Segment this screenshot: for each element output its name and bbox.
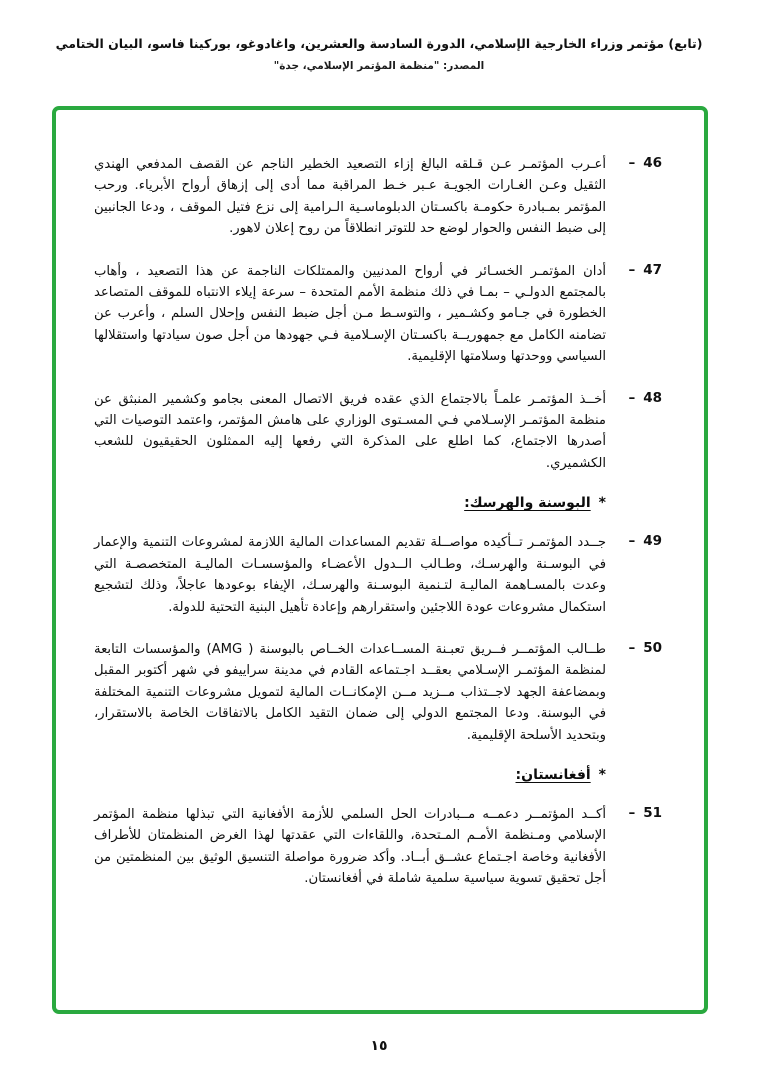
paragraph-number (606, 154, 662, 240)
numbered-paragraph-49 (94, 532, 662, 618)
paragraph-number-value: 48 (643, 389, 662, 406)
section-heading-bosnia (94, 495, 606, 511)
paragraph-text: أكــد المؤتمــر دعمــه مــبادرات الحل السلمي للأزمة الأفغانية التي تبذلها منظمة المؤتمر الإسلامي ومـنظمة الأمـم المـتحدة، واللقاءات التي عقدتها لهذا الغرض المنظمتان للأطراف الأفغانية وخاصة اجـتماع عشــق أبــاد. وأكد ضرورة مواصلة التنسيق الوثيق بين المنظمتين من أجل تحقيق تسوية سياسية سلمية شاملة في أفغانستان. (94, 806, 606, 887)
paragraph-dash: – (628, 804, 636, 821)
header-source: المصدر: "منظمة المؤتمر الإسلامي، جدة" (273, 60, 485, 72)
header-title: (تابع) مؤتمر وزراء الخارجية الإسلامي، الدورة السادسة والعشرين، واغادوغو، بوركينا فاسو، البيان الختامي (55, 36, 703, 51)
paragraph-dash: – (628, 155, 636, 171)
content-border-box (52, 106, 708, 1014)
paragraph-number (606, 389, 662, 475)
paragraph-number-value: 47 (643, 261, 662, 278)
paragraph-number-value: 46 (643, 155, 662, 171)
numbered-paragraph-51 (94, 804, 662, 890)
heading-text: البوسنة والهرسك: (464, 495, 591, 512)
numbered-paragraph-48 (94, 389, 662, 475)
paragraph-number-value: 51 (643, 804, 662, 821)
paragraph-text: أخــذ المؤتمـر علمـاً بالاجتماع الذي عقده فريق الاتصال المعنى بجامو وكشمير المنبثق عن منظمة المؤتمـر الإسـلامي فـي المسـتوى الوزاري على هامش المؤتمر، واعتمد التوصيات التي أصدرها الاجتماع، كما اطلع على المذكرة التي رفعها إليه الممثلون الحقيقيون للشعب الكشميري. (94, 391, 606, 471)
numbered-paragraph-47 (94, 261, 662, 368)
paragraph-number (606, 261, 662, 368)
paragraph-number (606, 639, 662, 746)
document-header (30, 36, 728, 72)
section-heading-afghanistan (94, 767, 606, 783)
paragraph-text: جــدد المؤتمـر تــأكيده مواصــلة تقديم المساعدات المالية اللازمة لمشروعات التنمية والإعمار في البوسـنة والهرسـك، وطـالب الــدول الأعضـاء والمؤسسـات الماليـة المتخصصـة التي وعدت بالمسـاهمة الماليـة لتـنمية البوسـنة والهرسـك، الإيفاء بوعودها عاجلاً، وذلك لتشجيع استكمال مشروعات عودة اللاجئين واستقرارهم وإعادة تأهيل البنية التحتية للدولة. (94, 535, 606, 615)
paragraph-number (606, 532, 662, 618)
paragraph-text: طــالب المؤتمــر فــريق تعبـنة المســاعدات الخــاص بالبوسنة ( AMG) والمؤسسات التابعة لمنظمة المؤتمـر الإسـلامي بعقــد اجـتماعه القادم في مدينة سراييفو في شهر أكتوبر المقبل وبمضاعفة الجهد لاجــتذاب مــزيد مــن الإمكانــات المالية لتمويل مشروعات التنمية المختلفة في البوسنة. ودعا المجتمع الدولي إلى ضمان التقيد الكامل بالاتفاقات الخاصة بالاستقرار، وبتحديد الأسلحة الإقليمية. (94, 641, 607, 743)
paragraph-dash: – (628, 261, 636, 278)
paragraph-dash: – (628, 389, 636, 406)
paragraph-number (606, 804, 662, 890)
paragraph-dash: – (628, 639, 636, 656)
paragraph-dash: – (628, 533, 636, 550)
paragraph-text: أعـرب المؤتمـر عـن قـلقه البالغ إزاء التصعيد الخطير الناجم عن القصف المدفعي الهندي الثقيل وعـن الغـارات الجويـة عـبر خـط المراقبة مما أدى إلى إزهاق أرواح الأبرياء. ورحب المؤتمر بمـبادرة حكومـة باكسـتان الدبلوماسـية الـرامية إلى نزع فتيل الموقف ، ودعا الجانبين إلى ضبط النفس والحوار لوضع حد للتوتر انطلاقاً من روح إعلان لاهور. (94, 157, 606, 237)
numbered-paragraph-46 (94, 154, 662, 240)
heading-star: * (598, 766, 606, 783)
paragraph-text: أدان المؤتمـر الخسـائر في أرواح المدنيين والممتلكات الناجمة عن هذا التصعيد ، وأهاب بالمجتمع الدولـي – بمـا في ذلك منظمة الأمم المتحدة – سرعة إيلاء الانتباه للموقف المتصاعد الخطورة في جـامو وكشـمير ، والتوسـط مـن أجل ضبط النفس وإحلال السلم ، وأعرب عن تضامنه الكامل مع جمهوريــة باكسـتان الإسـلامية فـي جهودها من أجل صون سيادتها واستقلالها السياسي ووحدتها وسلامتها الإقليمية. (94, 263, 606, 365)
page-number: ١٥ (370, 1038, 388, 1054)
paragraph-number-value: 49 (643, 533, 662, 550)
heading-star: * (598, 495, 606, 512)
paragraph-number-value: 50 (643, 639, 662, 656)
heading-text: أفغانستان: (515, 766, 591, 783)
numbered-paragraph-50 (94, 639, 662, 746)
